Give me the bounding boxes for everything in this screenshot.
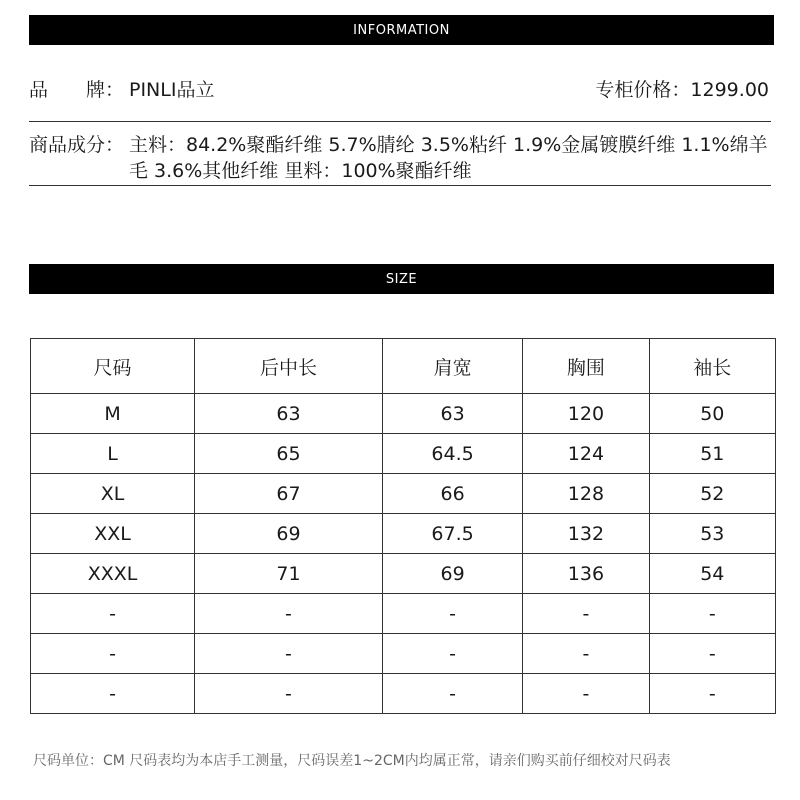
price-value: 1299.00 <box>690 79 769 101</box>
table-cell: 52 <box>649 474 775 514</box>
table-cell: 63 <box>382 394 522 434</box>
table-row <box>31 674 776 714</box>
table-cell: 64.5 <box>382 434 522 474</box>
brand-value: PINLI品立 <box>129 79 215 101</box>
column-header-back-length: 后中长 <box>195 339 383 394</box>
column-header-chest: 胸围 <box>523 339 649 394</box>
table-cell: - <box>382 594 522 634</box>
column-header-size: 尺码 <box>31 339 195 394</box>
table-cell: - <box>382 634 522 674</box>
table-cell: M <box>31 394 195 434</box>
table-cell: 54 <box>649 554 775 594</box>
table-row <box>31 594 776 634</box>
table-cell: - <box>382 674 522 714</box>
table-cell: 67 <box>195 474 383 514</box>
table-cell: - <box>31 674 195 714</box>
table-cell: - <box>195 634 383 674</box>
column-header-sleeve-length: 袖长 <box>649 339 775 394</box>
table-cell: 53 <box>649 514 775 554</box>
size-footnote: 尺码单位：CM 尺码表均为本店手工测量，尺码误差1~2CM内均属正常，请亲们购买前仔细校对尺码表 <box>33 753 671 769</box>
table-row <box>31 394 776 434</box>
table-cell: - <box>649 634 775 674</box>
table-cell: - <box>31 634 195 674</box>
table-cell: XXL <box>31 514 195 554</box>
table-row <box>31 474 776 514</box>
size-header-bar <box>29 264 774 294</box>
table-cell: 69 <box>195 514 383 554</box>
table-cell: 50 <box>649 394 775 434</box>
table-cell: 66 <box>382 474 522 514</box>
table-cell: XL <box>31 474 195 514</box>
table-row <box>31 554 776 594</box>
table-cell: 132 <box>523 514 649 554</box>
size-table <box>30 338 776 714</box>
price-label: 专柜价格： <box>595 79 691 101</box>
brand-label: 品 牌： <box>29 79 125 101</box>
table-cell: 71 <box>195 554 383 594</box>
table-cell: - <box>649 594 775 634</box>
table-cell: XXXL <box>31 554 195 594</box>
table-cell: - <box>523 594 649 634</box>
price-row <box>595 77 769 103</box>
table-cell: 63 <box>195 394 383 434</box>
table-cell: 69 <box>382 554 522 594</box>
composition-value: 主料：84.2%聚酯纤维 5.7%腈纶 3.5%粘纤 1.9%金属镀膜纤维 1.1%绵羊毛 3.6%其他纤维 里料：100%聚酯纤维 <box>129 134 768 182</box>
table-cell: 65 <box>195 434 383 474</box>
table-cell: 51 <box>649 434 775 474</box>
information-header-title: INFORMATION <box>353 22 450 38</box>
size-table-header-row <box>31 339 776 394</box>
brand-row <box>29 77 214 103</box>
table-cell: - <box>31 594 195 634</box>
size-header-title: SIZE <box>385 271 418 287</box>
table-row <box>31 434 776 474</box>
divider-line <box>29 121 771 122</box>
composition-label: 商品成分： <box>29 134 125 156</box>
table-cell: - <box>523 674 649 714</box>
table-cell: 124 <box>523 434 649 474</box>
table-cell: - <box>523 634 649 674</box>
table-cell: 128 <box>523 474 649 514</box>
table-cell: - <box>195 674 383 714</box>
table-cell: 136 <box>523 554 649 594</box>
column-header-shoulder-width: 肩宽 <box>382 339 522 394</box>
information-header-bar <box>29 15 774 45</box>
table-cell: 67.5 <box>382 514 522 554</box>
table-row <box>31 634 776 674</box>
table-cell: 120 <box>523 394 649 434</box>
table-cell: - <box>195 594 383 634</box>
table-cell: - <box>649 674 775 714</box>
table-cell: L <box>31 434 195 474</box>
table-row <box>31 514 776 554</box>
divider-line <box>29 185 771 186</box>
